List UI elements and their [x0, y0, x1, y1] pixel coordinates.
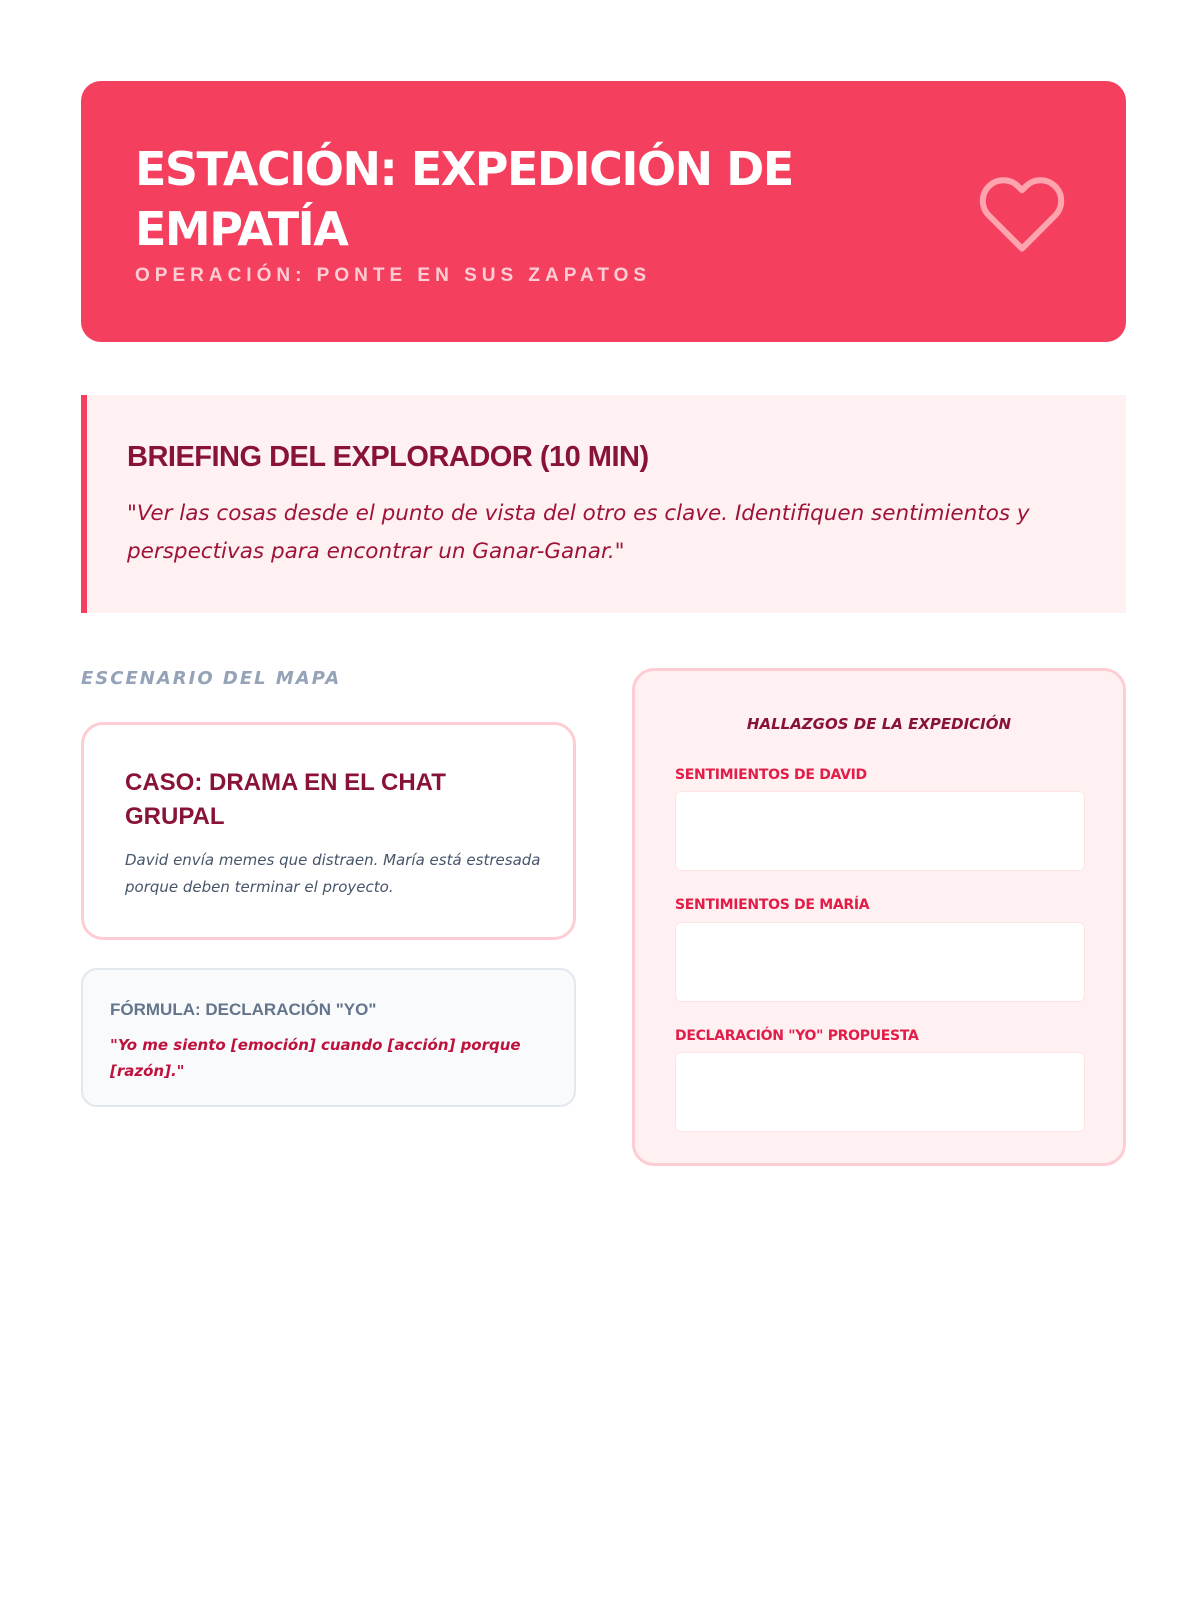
formula-title: FÓRMULA: DECLARACIÓN "YO": [110, 1000, 377, 1019]
david-feelings-label: SENTIMIENTOS DE DAVID: [675, 767, 867, 783]
findings-panel: [632, 668, 1126, 1166]
page-title: ESTACIÓN: EXPEDICIÓN DE EMPATÍA: [135, 142, 793, 256]
case-description: David envía memes que distraen. María está estresada porque deben terminar el proyecto.: [125, 851, 541, 896]
yo-statement-label: DECLARACIÓN "YO" PROPUESTA: [675, 1028, 919, 1044]
formula-card: [81, 968, 576, 1107]
case-title: CASO: DRAMA EN EL CHAT GRUPAL: [125, 769, 446, 830]
findings-title: HALLAZGOS DE LA EXPEDICIÓN: [746, 715, 1012, 733]
page-subtitle: OPERACIÓN: PONTE EN SUS ZAPATOS: [135, 265, 652, 286]
formula-text: "Yo me siento [emoción] cuando [acción] porque [razón].": [110, 1036, 521, 1080]
map-scenario-label: ESCENARIO DEL MAPA: [81, 668, 342, 689]
maria-feelings-field[interactable]: [675, 922, 1085, 1002]
header-banner: [81, 81, 1126, 342]
david-feelings-field[interactable]: [675, 791, 1085, 871]
briefing-quote: "Ver las cosas desde el punto de vista del otro es clave. Identifiquen sentimientos y perspectivas para encontrar un Ganar-Ganar.": [127, 501, 1030, 564]
heart-icon: [972, 169, 1072, 259]
briefing-panel: [81, 395, 1126, 613]
case-card: [81, 722, 576, 940]
yo-statement-field[interactable]: [675, 1052, 1085, 1132]
briefing-title: BRIEFING DEL EXPLORADOR (10 MIN): [127, 441, 649, 473]
maria-feelings-label: SENTIMIENTOS DE MARÍA: [675, 897, 870, 913]
